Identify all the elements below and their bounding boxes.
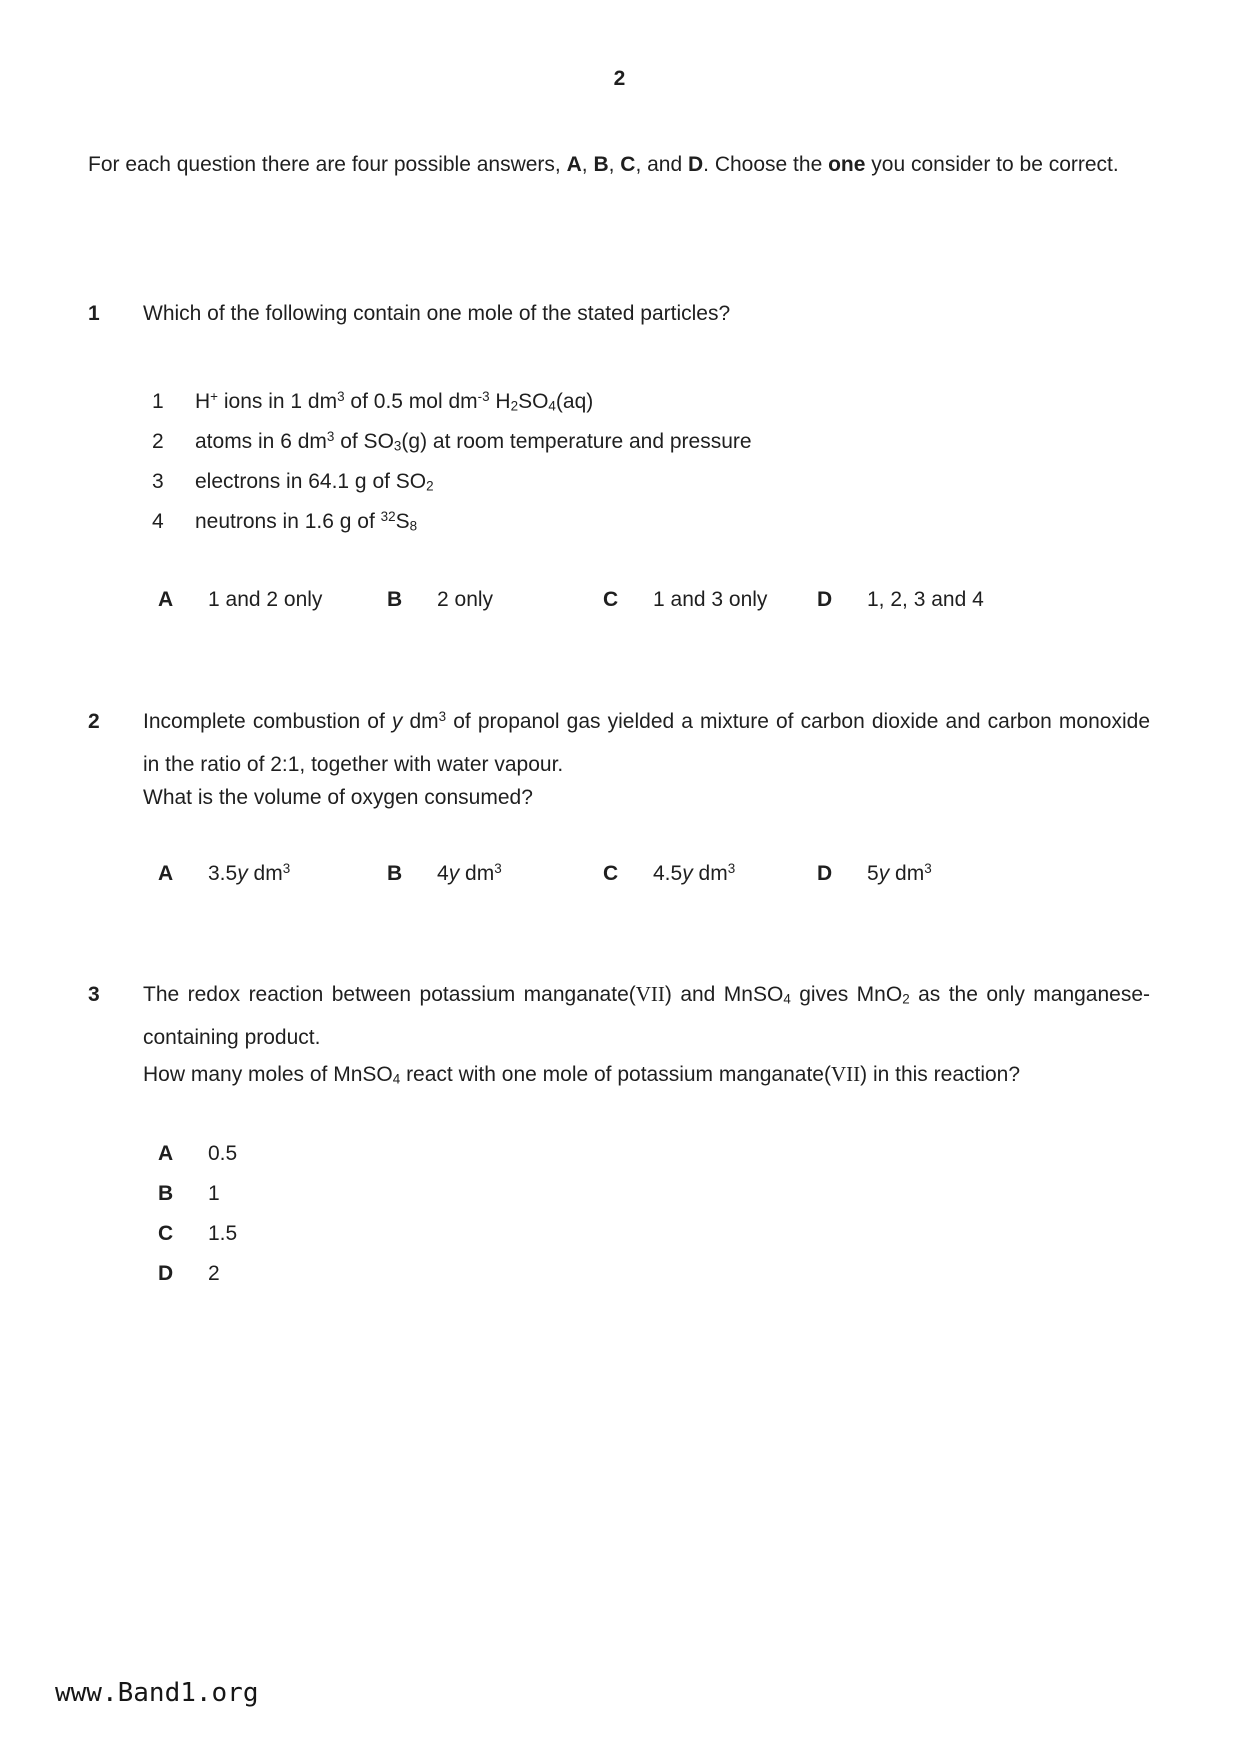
question-1 [88,292,1198,632]
option-letter: D [817,862,833,885]
option-text: 2 only [437,588,494,611]
statement-number: 1 [152,390,164,413]
option-letter: D [817,588,833,611]
option-row-a [143,1132,1150,1175]
page-number: 2 [613,67,626,90]
option-b [158,1172,220,1215]
option-text: 4y $dm^3$ [437,861,502,885]
statement-number: 2 [152,430,164,453]
option-a [158,852,290,895]
option-letter: C [158,1222,174,1245]
question-stem: Which of the following contain one mole of the stated particles? [143,302,731,325]
option-d [817,578,984,621]
question-2 [88,700,1198,910]
instructions-paragraph: For each question there are four possible answers, A, B, C, and D. Choose the one you consider to be correct. [88,153,1119,176]
statement-number: 3 [152,470,164,493]
question-prompt: How many moles of MnSO4 react with one mole of potassium manganate(VII) in this reaction? [143,1062,1021,1087]
option-c [158,1212,237,1255]
options-row [143,852,1150,895]
option-text: 5y $dm^3$ [867,861,932,885]
option-c [603,852,735,895]
option-letter: D [158,1262,174,1285]
question-body [143,700,1150,885]
statement-number: 4 [152,510,164,533]
footer-watermark-url: www.Band1.org [55,1678,259,1708]
option-text: 0.5 [208,1142,238,1165]
option-letter: B [158,1182,174,1205]
option-text: 1.5 [208,1222,238,1245]
option-text: 1, 2, 3 and 4 [867,588,984,611]
question-body [143,973,1151,1285]
question-number: 2 [88,710,100,733]
option-text: 2 [208,1262,220,1285]
option-letter: B [387,588,403,611]
option-letter: A [158,862,174,885]
question-body [143,292,1150,611]
option-text: 4.5y $dm^3$ [653,861,736,885]
option-text: 3.5y $dm^3$ [208,861,291,885]
statement-text: atoms in 6 $dm^3$ of SO3(g) at room temperature and pressure [195,429,752,454]
option-b [387,852,502,895]
option-letter: A [158,1142,174,1165]
option-a [158,578,322,621]
options-row [143,578,1150,621]
question-number: 1 [88,302,100,325]
question-prompt: What is the volume of oxygen consumed? [143,786,533,809]
question-stem: Incomplete combustion of y $dm^3$ of propanol gas yielded a mixture of carbon dioxide and carbon monoxide in the ratio of 2:1, together with water vapour. [143,709,1150,776]
option-row-d [143,1252,1150,1295]
statement-text: H+ ions in 1 $dm^3$ of 0.5 mol $dm^{-3}$ H2SO4(aq) [195,389,594,414]
option-row-c [143,1212,1150,1255]
option-b [387,578,493,621]
option-letter: C [603,862,619,885]
question-number: 3 [88,983,100,1006]
option-d [817,852,932,895]
option-letter: B [387,862,403,885]
option-letter: A [158,588,174,611]
option-letter: C [603,588,619,611]
option-d [158,1252,220,1295]
option-row-b [143,1172,1150,1215]
statement-text: electrons in 64.1 g of SO2 [195,470,434,494]
option-text: 1 [208,1182,220,1205]
option-a [158,1132,237,1175]
question-3 [88,973,1198,1303]
option-text: 1 and 2 only [208,588,323,611]
option-text: 1 and 3 only [653,588,768,611]
statement-text: neutrons in 1.6 g of $^{32}$S8 [195,509,418,534]
question-stem: The redox reaction between potassium manganate(VII) and MnSO4 gives MnO2 as the only manganese-containing product. [143,982,1151,1049]
option-c [603,578,767,621]
